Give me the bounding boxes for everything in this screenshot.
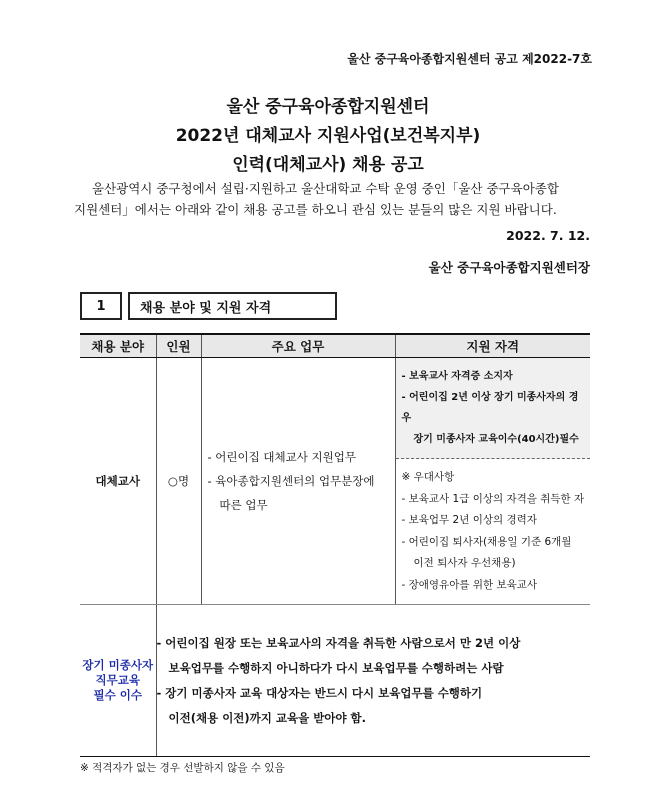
preferred-line: 이전 퇴사자 우선채용) — [413, 557, 516, 569]
preferred-line: - 장애영유아를 위한 보육교사 — [401, 578, 538, 591]
preferred-qualifications — [396, 459, 591, 604]
preferred-line: - 보육업무 2년 이상의 경력자 — [401, 514, 537, 526]
training-label-line: 필수 이수 — [93, 688, 142, 702]
table-header-row — [80, 334, 590, 358]
training-label-cell — [80, 605, 156, 757]
training-line: 이전(채용 이전)까지 교육을 받아야 함. — [168, 710, 367, 725]
intro-line-1-text: 울산광역시 중구청에서 설립·지원하고 울산대학교 수탁 운영 중인「울산 중구육아종합 — [92, 181, 559, 196]
training-line: - 장기 미종사자 교육 대상자는 반드시 다시 보육업무를 수행하기 — [156, 685, 483, 700]
intro-paragraph — [74, 178, 590, 220]
preferred-line: ※ 우대사항 — [401, 471, 455, 483]
preferred-line: - 보육교사 1급 이상의 자격을 취득한 자 — [401, 492, 585, 505]
title-line-1: 울산 중구육아종합지원센터 — [226, 97, 430, 117]
notice-number: 울산 중구육아종합지원센터 공고 제2022-7호 — [347, 52, 592, 66]
header-headcount: 인원 — [156, 334, 201, 358]
preferred-line: - 어린이집 퇴사자(채용일 기준 6개월 — [401, 535, 572, 548]
category-cell: 대체교사 — [80, 358, 156, 605]
table-row — [80, 358, 590, 605]
table-row — [80, 605, 590, 757]
duty-line: - 육아종합지원센터의 업무분장에 — [207, 474, 375, 488]
header-qualifications: 지원 자격 — [395, 334, 590, 358]
training-line: - 어린이집 원장 또는 보육교사의 자격을 취득한 사람으로서 만 2년 이상 — [156, 635, 521, 650]
recruitment-table — [80, 333, 590, 757]
intro-line-2: 지원센터」에서는 아래와 같이 채용 공고를 하오니 관심 있는 분들의 많은 지원 바랍니다. — [74, 202, 557, 217]
training-line: 보육업무를 수행하지 아니하다가 다시 보육업무를 수행하려는 사람 — [168, 660, 504, 675]
duties-cell — [201, 358, 395, 605]
duty-line: - 어린이집 대체교사 지원업무 — [207, 450, 356, 464]
training-label-line: 직무교육 — [95, 673, 140, 687]
required-line: - 어린이집 2년 이상 장기 미종사자의 경우 — [401, 392, 579, 424]
required-line: 장기 미종사자 교육이수(40시간)필수 — [413, 434, 579, 445]
notice-date: 2022. 7. 12. — [506, 228, 590, 243]
title-line-2: 2022년 대체교사 지원사업(보건복지부) — [175, 126, 481, 146]
title-line-3: 인력(대체교사) 채용 공고 — [232, 155, 424, 175]
intro-line-1 — [74, 178, 590, 199]
footnote: ※ 적격자가 없는 경우 선발하지 않을 수 있음 — [80, 762, 285, 774]
header-category: 채용 분야 — [80, 334, 156, 358]
signatory: 울산 중구육아종합지원센터장 — [428, 260, 590, 275]
duty-line: 따른 업무 — [219, 498, 268, 512]
training-content-cell — [156, 605, 590, 757]
qualifications-cell — [395, 358, 590, 605]
training-label-line: 장기 미종사자 — [82, 658, 154, 672]
section-number: 1 — [80, 292, 122, 320]
required-qualifications — [396, 358, 591, 459]
headcount-cell: ○명 — [156, 358, 201, 605]
header-duties: 주요 업무 — [201, 334, 395, 358]
section-title: 채용 분야 및 지원 자격 — [128, 292, 337, 320]
required-line: - 보육교사 자격증 소지자 — [401, 371, 513, 382]
